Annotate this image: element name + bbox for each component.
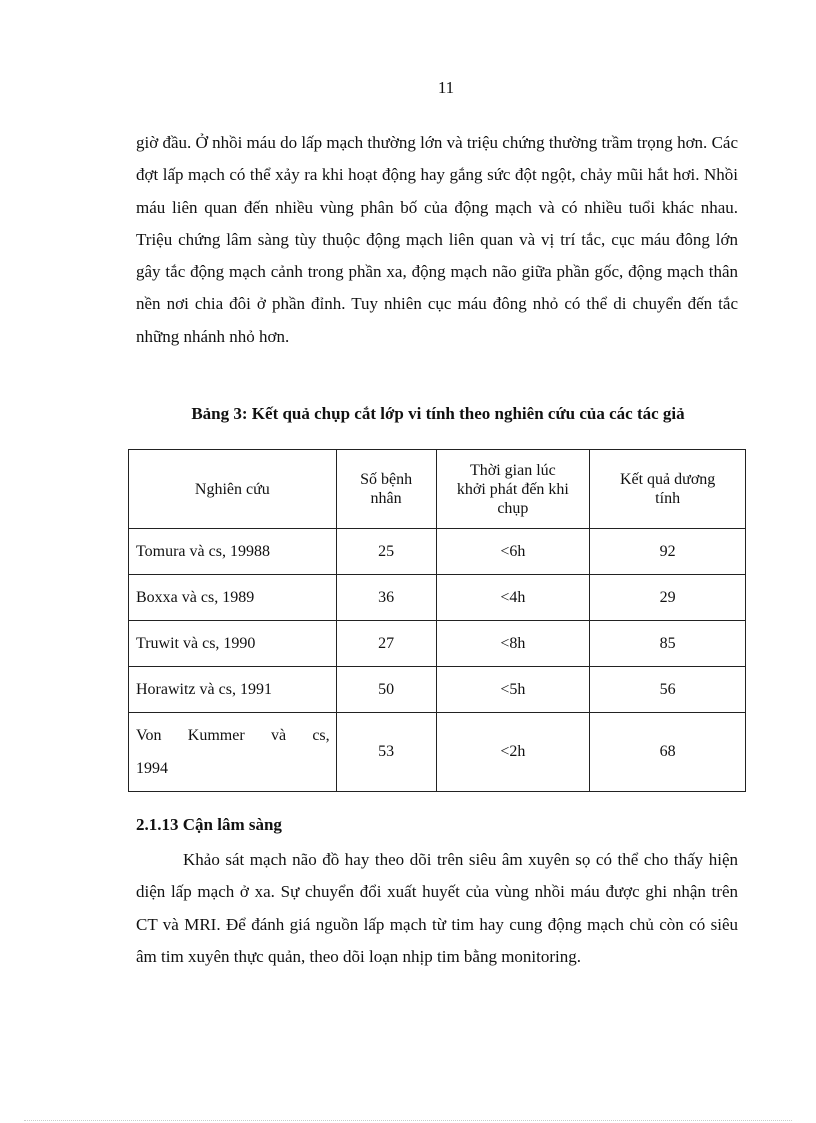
cell-study-line-1: Von Kummer và cs, [136, 727, 330, 744]
table-row [129, 575, 746, 621]
cell-patients: 27 [336, 621, 436, 667]
table-row [129, 529, 746, 575]
section-heading: 2.1.13 Cận lâm sàng [136, 815, 282, 834]
cell-positive: 92 [590, 529, 746, 575]
cell-time: <4h [436, 575, 590, 621]
cell-study [129, 713, 337, 792]
table-row [129, 621, 746, 667]
page-bottom-divider [24, 1120, 792, 1121]
table-caption: Bảng 3: Kết quả chụp cắt lớp vi tính theo nghiên cứu của các tác giả [191, 404, 685, 423]
header-positive: Kết quả dương tính [590, 450, 746, 529]
cell-study: Horawitz và cs, 1991 [129, 667, 337, 713]
cell-patients: 36 [336, 575, 436, 621]
table-header-row [129, 450, 746, 529]
header-patients: Số bệnh nhân [336, 450, 436, 529]
table-row [129, 713, 746, 792]
cell-time: <5h [436, 667, 590, 713]
table-row [129, 667, 746, 713]
cell-positive: 68 [590, 713, 746, 792]
cell-patients: 53 [336, 713, 436, 792]
body-paragraph-1: giờ đầu. Ở nhồi máu do lấp mạch thường lớn và triệu chứng thường trầm trọng hơn. Các đợt lấp mạch có thể xảy ra khi hoạt động hay gắng sức đột ngột, chảy mũi hắt hơi. Nhồi máu liên quan đến nhiều vùng phân bố của động mạch và có nhiều tuổi khác nhau. Triệu chứng lâm sàng tùy thuộc động mạch liên quan và vị trí tắc, cục máu đông lớn gây tắc động mạch cảnh trong phần xa, động mạch não giữa phần gốc, động mạch thân nền nơi chia đôi ở phần đỉnh. Tuy nhiên cục máu đông nhỏ có thể di chuyển đến tắc những nhánh nhỏ hơn. [136, 133, 738, 346]
header-time: Thời gian lúc khởi phát đến khi chụp [436, 450, 590, 529]
header-study: Nghiên cứu [129, 450, 337, 529]
cell-study: Tomura và cs, 19988 [129, 529, 337, 575]
cell-positive: 29 [590, 575, 746, 621]
cell-positive: 85 [590, 621, 746, 667]
cell-study-line-2: 1994 [136, 760, 168, 777]
cell-positive: 56 [590, 667, 746, 713]
results-table [128, 449, 746, 792]
cell-study: Truwit và cs, 1990 [129, 621, 337, 667]
page-number: 11 [437, 78, 455, 97]
cell-time: <8h [436, 621, 590, 667]
body-paragraph-2: Khảo sát mạch não đồ hay theo dõi trên siêu âm xuyên sọ có thể cho thấy hiện diện lấp mạch ở xa. Sự chuyển đổi xuất huyết của vùng nhồi máu được ghi nhận trên CT và MRI. Để đánh giá nguồn lấp mạch từ tim hay cung động mạch chủ còn có siêu âm tim xuyên thực quản, theo dõi loạn nhịp tim bằng monitoring. [136, 850, 738, 966]
cell-study: Boxxa và cs, 1989 [129, 575, 337, 621]
cell-time: <6h [436, 529, 590, 575]
cell-time: <2h [436, 713, 590, 792]
cell-patients: 25 [336, 529, 436, 575]
cell-patients: 50 [336, 667, 436, 713]
